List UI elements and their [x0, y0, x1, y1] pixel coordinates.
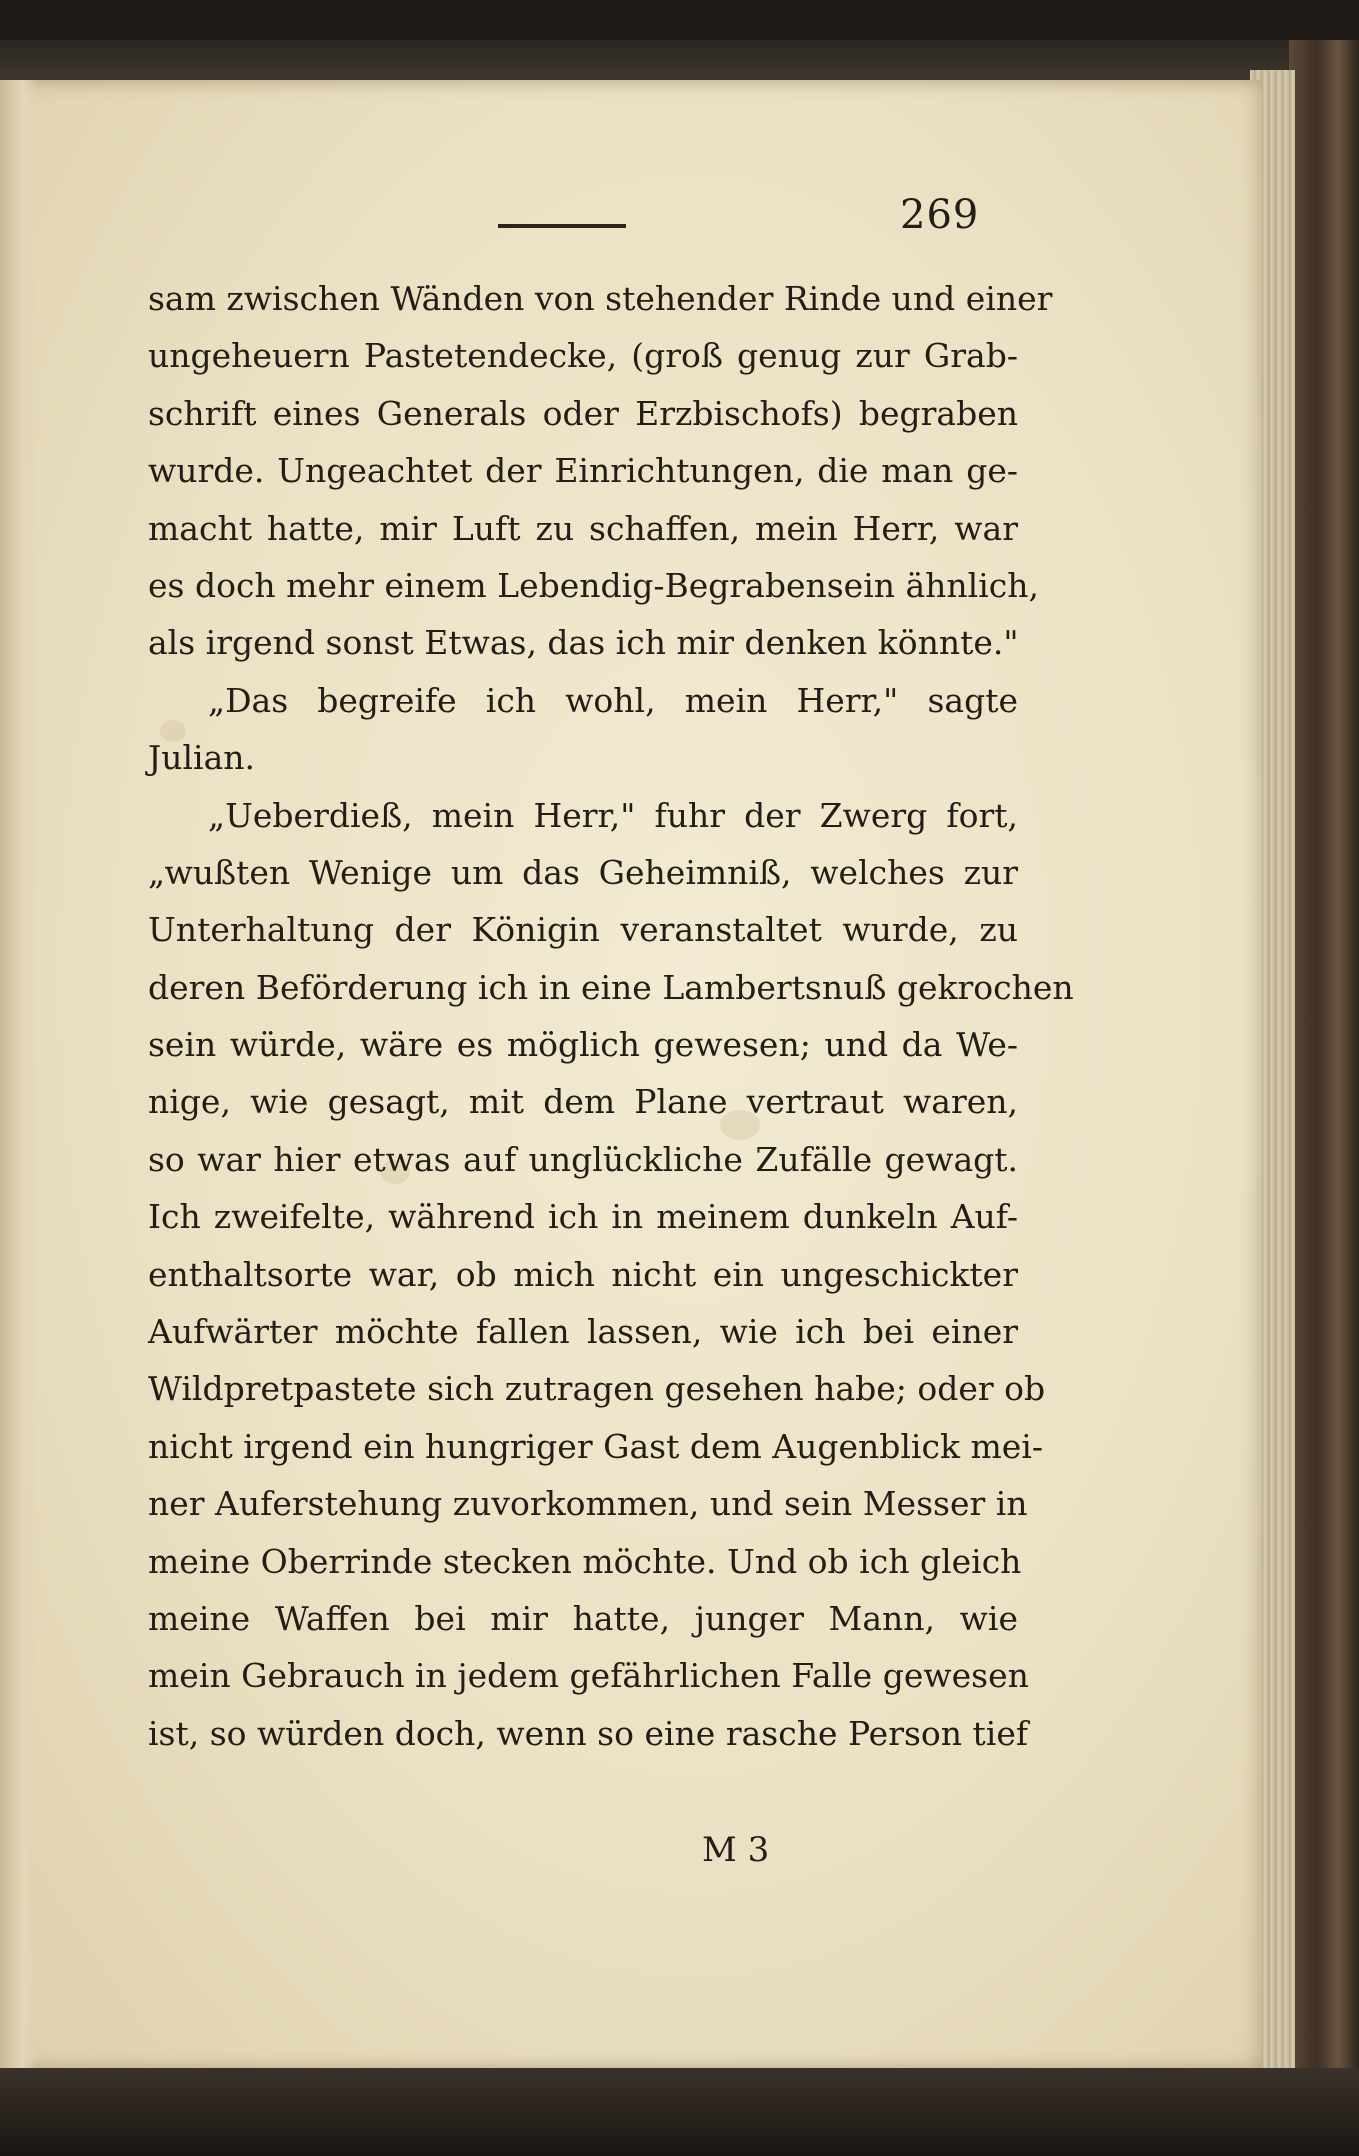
text-line: sein würde, wäre es möglich gewesen; und da We-	[148, 1025, 1018, 1065]
book-bottom-edge	[0, 2068, 1359, 2156]
page-number: 269	[900, 192, 980, 238]
text-line: ist, so würden doch, wenn so eine rasche Person tief	[148, 1713, 1029, 1753]
text-line: es doch mehr einem Lebendig-Begrabensein ähnlich,	[148, 565, 1039, 605]
text-line: „wußten Wenige um das Geheimniß, welches zur	[148, 852, 1018, 892]
text-line: „Ueberdieß, mein Herr," fuhr der Zwerg fort,	[208, 795, 1018, 835]
header-rule	[498, 224, 626, 228]
text-line: Wildpretpastete sich zutragen gesehen habe; oder ob	[148, 1369, 1046, 1409]
text-line: ner Auferstehung zuvorkommen, und sein Messer in	[148, 1484, 1028, 1524]
text-line: nige, wie gesagt, mit dem Plane vertraut waren,	[148, 1082, 1018, 1122]
text-line: enthaltsorte war, ob mich nicht ein ungeschickter	[148, 1254, 1018, 1294]
signature-mark: M 3	[702, 1830, 770, 1870]
text-line: deren Beförderung ich in eine Lambertsnuß gekrochen	[148, 967, 1074, 1007]
text-line: schrift eines Generals oder Erzbischofs) begraben	[148, 393, 1018, 433]
text-line: „Das begreife ich wohl, mein Herr," sagte	[208, 680, 1018, 720]
page-gutter	[0, 80, 38, 2070]
book-cover-right	[1289, 40, 1359, 2080]
text-line: nicht irgend ein hungriger Gast dem Augenblick mei-	[148, 1426, 1043, 1466]
text-line: meine Waffen bei mir hatte, junger Mann, wie	[148, 1598, 1018, 1638]
text-line: so war hier etwas auf unglückliche Zufälle gewagt.	[148, 1139, 1018, 1179]
body-text	[148, 270, 1074, 1762]
text-line: Aufwärter möchte fallen lassen, wie ich bei einer	[148, 1312, 1018, 1352]
text-line: Julian.	[148, 738, 256, 778]
text-line: Ich zweifelte, während ich in meinem dunkeln Auf-	[148, 1197, 1018, 1237]
text-line: macht hatte, mir Luft zu schaffen, mein Herr, war	[148, 508, 1018, 548]
text-line: ungeheuern Pastetendecke, (groß genug zur Grab-	[148, 336, 1018, 376]
text-line: wurde. Ungeachtet der Einrichtungen, die man ge-	[148, 451, 1018, 491]
text-line: sam zwischen Wänden von stehender Rinde und einer	[148, 279, 1053, 318]
text-line: mein Gebrauch in jedem gefährlichen Falle gewesen	[148, 1656, 1029, 1696]
text-line: Unterhaltung der Königin veranstaltet wurde, zu	[148, 910, 1018, 950]
text-line: als irgend sonst Etwas, das ich mir denken könnte."	[148, 623, 1019, 663]
text-line: meine Oberrinde stecken möchte. Und ob ich gleich	[148, 1541, 1022, 1581]
